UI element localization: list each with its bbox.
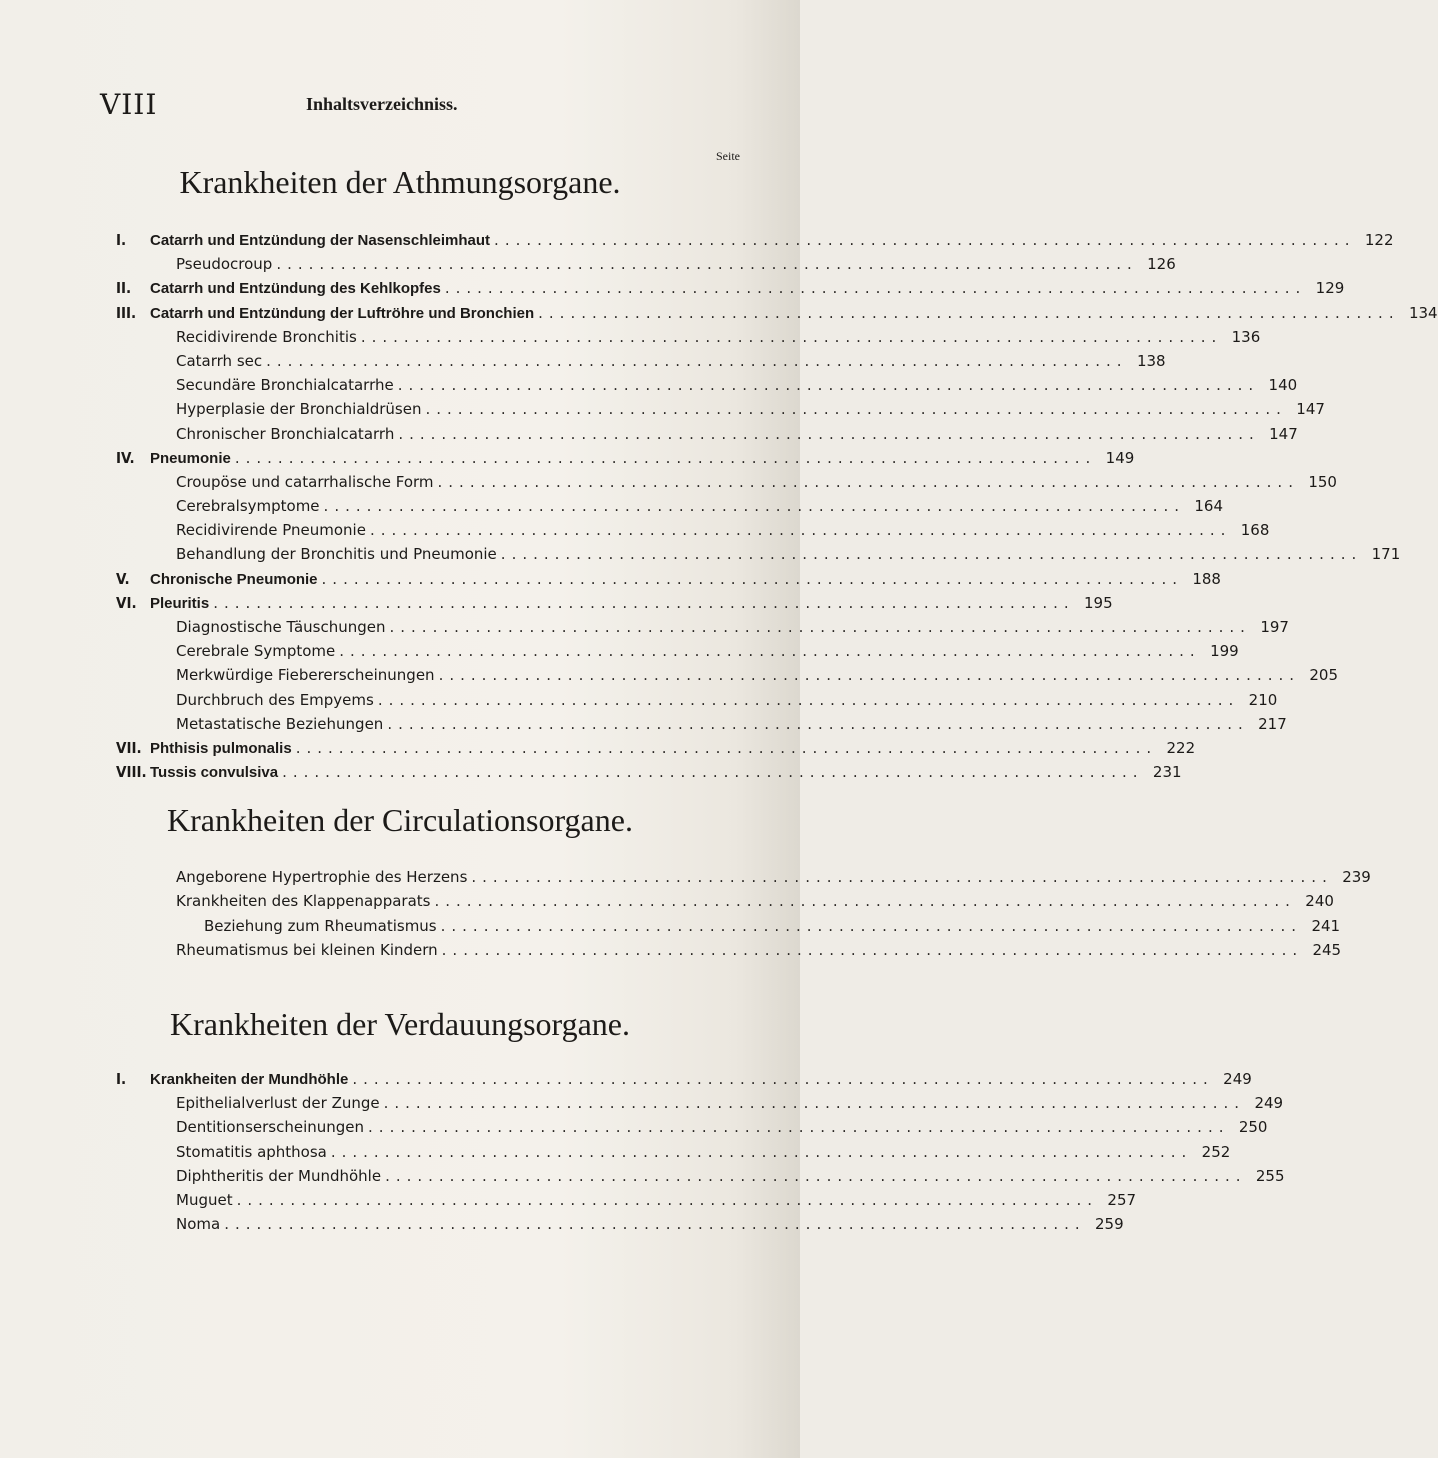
toc-entry-label: Merkwürdige Fiebererscheinungen: [176, 666, 435, 685]
page-header: [0, 88, 800, 128]
toc-entry-page: 241: [1311, 916, 1341, 935]
toc-entry-page: 205: [1309, 666, 1339, 685]
running-title: Inhaltsverzeichniss.: [306, 94, 458, 114]
toc-entry-label: Krankheiten der Mundhöhle: [150, 1071, 349, 1088]
toc-entry-page: 239: [1342, 868, 1371, 886]
toc-list-athmungsorgane: [0, 231, 1438, 787]
toc-leader-dots: ................................................................................: [389, 618, 1251, 636]
toc-entry-page: 134: [1408, 303, 1438, 322]
toc-entry-label: Durchbruch des Empyems: [176, 690, 374, 709]
toc-entry: [0, 279, 1345, 303]
toc-entry: [0, 714, 1287, 739]
toc-entry: [0, 497, 1223, 521]
toc-entry-page: 188: [1192, 569, 1221, 588]
toc-entry-label: Pneumonie: [150, 449, 231, 467]
toc-entry-number: I.: [116, 231, 127, 249]
toc-entry-label: Angeborene Hypertrophie des Herzens: [176, 868, 468, 886]
toc-entry-label: Recidivirende Pneumonie: [176, 521, 366, 540]
toc-leader-dots: ................................................................................: [323, 497, 1185, 516]
toc-leader-dots: ................................................................................: [282, 763, 1144, 782]
toc-entry: [0, 400, 1325, 424]
toc-leader-dots: ................................................................................: [377, 690, 1240, 709]
toc-leader-dots: ................................................................................: [434, 892, 1296, 911]
toc-entry: [0, 231, 1394, 255]
toc-leader-dots: ................................................................................: [398, 424, 1260, 443]
toc-entry-page: 149: [1105, 448, 1135, 467]
toc-leader-dots: ................................................................................: [339, 642, 1201, 661]
toc-entry: [0, 1190, 1137, 1215]
toc-entry: [0, 521, 1270, 545]
toc-entry-page: 168: [1240, 521, 1270, 540]
toc-entry-page: 136: [1231, 327, 1261, 346]
toc-leader-dots: ................................................................................: [397, 376, 1260, 395]
toc-entry: [0, 593, 1113, 618]
toc-list-circulationsorgane: [0, 868, 1371, 965]
section-title-circulationsorgane: Krankheiten der Circulationsorgane.: [167, 802, 633, 838]
toc-entry: [0, 1142, 1231, 1167]
toc-leader-dots: ................................................................................: [440, 916, 1303, 935]
toc-entry-page: 147: [1296, 400, 1325, 419]
toc-entry-label: Diphtheritis der Mundhöhle: [176, 1166, 382, 1185]
toc-entry-page: 138: [1136, 351, 1166, 370]
toc-leader-dots: ................................................................................: [494, 231, 1356, 249]
toc-entry-label: Pleuritis: [150, 594, 210, 612]
toc-entry-label: Pseudocroup: [176, 255, 273, 274]
toc-entry-page: 164: [1194, 497, 1223, 516]
toc-entry-page: 197: [1260, 618, 1289, 636]
toc-leader-dots: ................................................................................: [330, 1142, 1193, 1161]
toc-entry-label: Secundäre Bronchialcatarrhe: [176, 376, 394, 395]
toc-leader-dots: ................................................................................: [295, 738, 1158, 757]
toc-entry-label: Catarrh und Entzündung der Nasenschleimhaut: [150, 232, 491, 249]
toc-entry-page: 129: [1315, 279, 1345, 298]
toc-leader-dots: ................................................................................: [276, 255, 1138, 274]
toc-leader-dots: ................................................................................: [213, 593, 1075, 612]
toc-entry-page: 255: [1255, 1166, 1285, 1185]
section-title-verdauungsorgane: Krankheiten der Verdauungsorgane.: [170, 1006, 630, 1042]
toc-entry: [0, 666, 1339, 690]
toc-list-verdauungsorgane: [0, 1070, 1285, 1239]
toc-leader-dots: ................................................................................: [383, 1094, 1246, 1113]
toc-entry-page: 210: [1248, 690, 1278, 709]
toc-entry: [0, 1094, 1284, 1118]
toc-entry: [0, 868, 1371, 892]
toc-entry-number: VII.: [116, 738, 142, 757]
toc-entry-label: Behandlung der Bronchitis und Pneumonie: [176, 545, 497, 564]
toc-entry-label: Cerebrale Symptome: [176, 642, 336, 661]
toc-leader-dots: ................................................................................: [438, 666, 1301, 685]
toc-entry: [0, 327, 1261, 352]
toc-entry-page: 126: [1147, 255, 1176, 274]
toc-entry-label: Catarrh und Entzündung der Luftröhre und Bronchien: [150, 304, 535, 322]
toc-leader-dots: ................................................................................: [387, 714, 1249, 733]
toc-entry: [0, 376, 1298, 400]
toc-entry-number: II.: [116, 279, 132, 298]
toc-entry-page: 257: [1107, 1190, 1137, 1209]
toc-entry-page: 231: [1152, 763, 1182, 782]
toc-entry: [0, 892, 1334, 916]
toc-entry-label: Krankheiten des Klappenapparats: [176, 892, 431, 911]
toc-entry-page: 259: [1095, 1215, 1124, 1234]
toc-leader-dots: ................................................................................: [368, 1118, 1230, 1137]
seite-label: Seite: [716, 149, 740, 163]
toc-entry: [0, 569, 1221, 594]
toc-entry-page: 249: [1254, 1094, 1284, 1113]
toc-entry-label: Tussis convulsiva: [150, 764, 279, 782]
toc-entry: [0, 448, 1135, 473]
toc-entry-label: Dentitionserscheinungen: [176, 1118, 365, 1137]
toc-leader-dots: ................................................................................: [369, 521, 1232, 540]
toc-entry: [0, 618, 1289, 642]
toc-entry: [0, 690, 1278, 715]
toc-leader-dots: ................................................................................: [224, 1215, 1086, 1234]
toc-entry-label: Rheumatismus bei kleinen Kindern: [176, 940, 438, 959]
toc-entry: [0, 738, 1196, 763]
toc-leader-dots: ................................................................................: [471, 868, 1333, 886]
toc-entry: [0, 1215, 1124, 1239]
toc-entry-page: 245: [1312, 940, 1342, 959]
toc-entry: [0, 545, 1401, 569]
toc-entry: [0, 351, 1166, 376]
toc-leader-dots: ................................................................................: [441, 940, 1304, 959]
toc-entry-number: VIII.: [116, 763, 147, 782]
toc-entry-page: 252: [1201, 1142, 1231, 1161]
toc-entry-label: Catarrh sec: [176, 351, 263, 370]
toc-entry-label: Chronische Pneumonie: [150, 570, 318, 588]
toc-entry-page: 195: [1084, 593, 1113, 612]
section-title-athmungsorgane: Krankheiten der Athmungsorgane.: [179, 164, 621, 200]
toc-entry: [0, 1118, 1268, 1142]
toc-entry-page: 171: [1371, 545, 1401, 564]
toc-entry-label: Catarrh und Entzündung des Kehlkopfes: [150, 280, 441, 298]
toc-leader-dots: ................................................................................: [236, 1190, 1099, 1209]
toc-leader-dots: ................................................................................: [500, 545, 1363, 564]
toc-entry-page: 217: [1258, 714, 1287, 733]
toc-entry-page: 147: [1269, 424, 1298, 443]
toc-entry-label: Epithelialverlust der Zunge: [176, 1094, 380, 1113]
toc-entry: [0, 303, 1438, 328]
toc-entry-number: III.: [116, 303, 137, 322]
toc-entry: [0, 763, 1182, 787]
toc-entry-number: VI.: [116, 593, 137, 612]
toc-entry-label: Recidivirende Bronchitis: [176, 327, 357, 346]
toc-leader-dots: ................................................................................: [352, 1070, 1214, 1088]
toc-leader-dots: ................................................................................: [360, 327, 1223, 346]
toc-entry-page: 240: [1305, 892, 1334, 911]
toc-entry-label: Chronischer Bronchialcatarrh: [176, 424, 395, 443]
toc-entry-label: Beziehung zum Rheumatismus: [204, 916, 437, 935]
toc-entry: [0, 424, 1298, 449]
toc-entry: [0, 916, 1341, 941]
toc-entry-label: Muguet: [176, 1190, 233, 1209]
page-number: VIII: [100, 88, 158, 121]
toc-entry-label: Hyperplasie der Bronchialdrüsen: [176, 400, 422, 419]
toc-entry-label: Metastatische Beziehungen: [176, 714, 384, 733]
toc-leader-dots: ................................................................................: [538, 303, 1400, 322]
toc-entry-label: Phthisis pulmonalis: [150, 739, 292, 757]
toc-entry: [0, 255, 1176, 279]
toc-leader-dots: ................................................................................: [321, 569, 1183, 588]
toc-entry: [0, 1070, 1252, 1094]
toc-entry: [0, 1166, 1285, 1191]
toc-leader-dots: ................................................................................: [385, 1166, 1247, 1185]
toc-entry-label: Cerebralsymptome: [176, 497, 320, 516]
toc-entry-page: 122: [1364, 231, 1394, 249]
toc-entry-page: 150: [1308, 472, 1337, 491]
toc-entry-page: 250: [1238, 1118, 1268, 1137]
toc-entry-label: Stomatitis aphthosa: [176, 1142, 327, 1161]
toc-leader-dots: ................................................................................: [425, 400, 1287, 419]
toc-entry: [0, 472, 1337, 497]
toc-entry-label: Diagnostische Täuschungen: [176, 618, 386, 636]
toc-entry-number: V.: [116, 569, 130, 588]
toc-entry-label: Noma: [176, 1215, 221, 1234]
toc-entry-page: 140: [1268, 376, 1298, 395]
toc-leader-dots: ................................................................................: [437, 472, 1299, 491]
toc-leader-dots: ................................................................................: [444, 279, 1307, 298]
toc-entry: [0, 940, 1342, 965]
toc-entry: [0, 642, 1239, 666]
toc-entry-page: 199: [1210, 642, 1239, 661]
toc-entry-page: 222: [1166, 738, 1196, 757]
toc-entry-number: I.: [116, 1070, 127, 1088]
toc-entry-label: Croupöse und catarrhalische Form: [176, 472, 434, 491]
toc-leader-dots: ................................................................................: [266, 351, 1128, 370]
toc-leader-dots: ................................................................................: [234, 448, 1097, 467]
toc-entry-page: 249: [1223, 1070, 1252, 1088]
toc-entry-number: IV.: [116, 448, 135, 467]
